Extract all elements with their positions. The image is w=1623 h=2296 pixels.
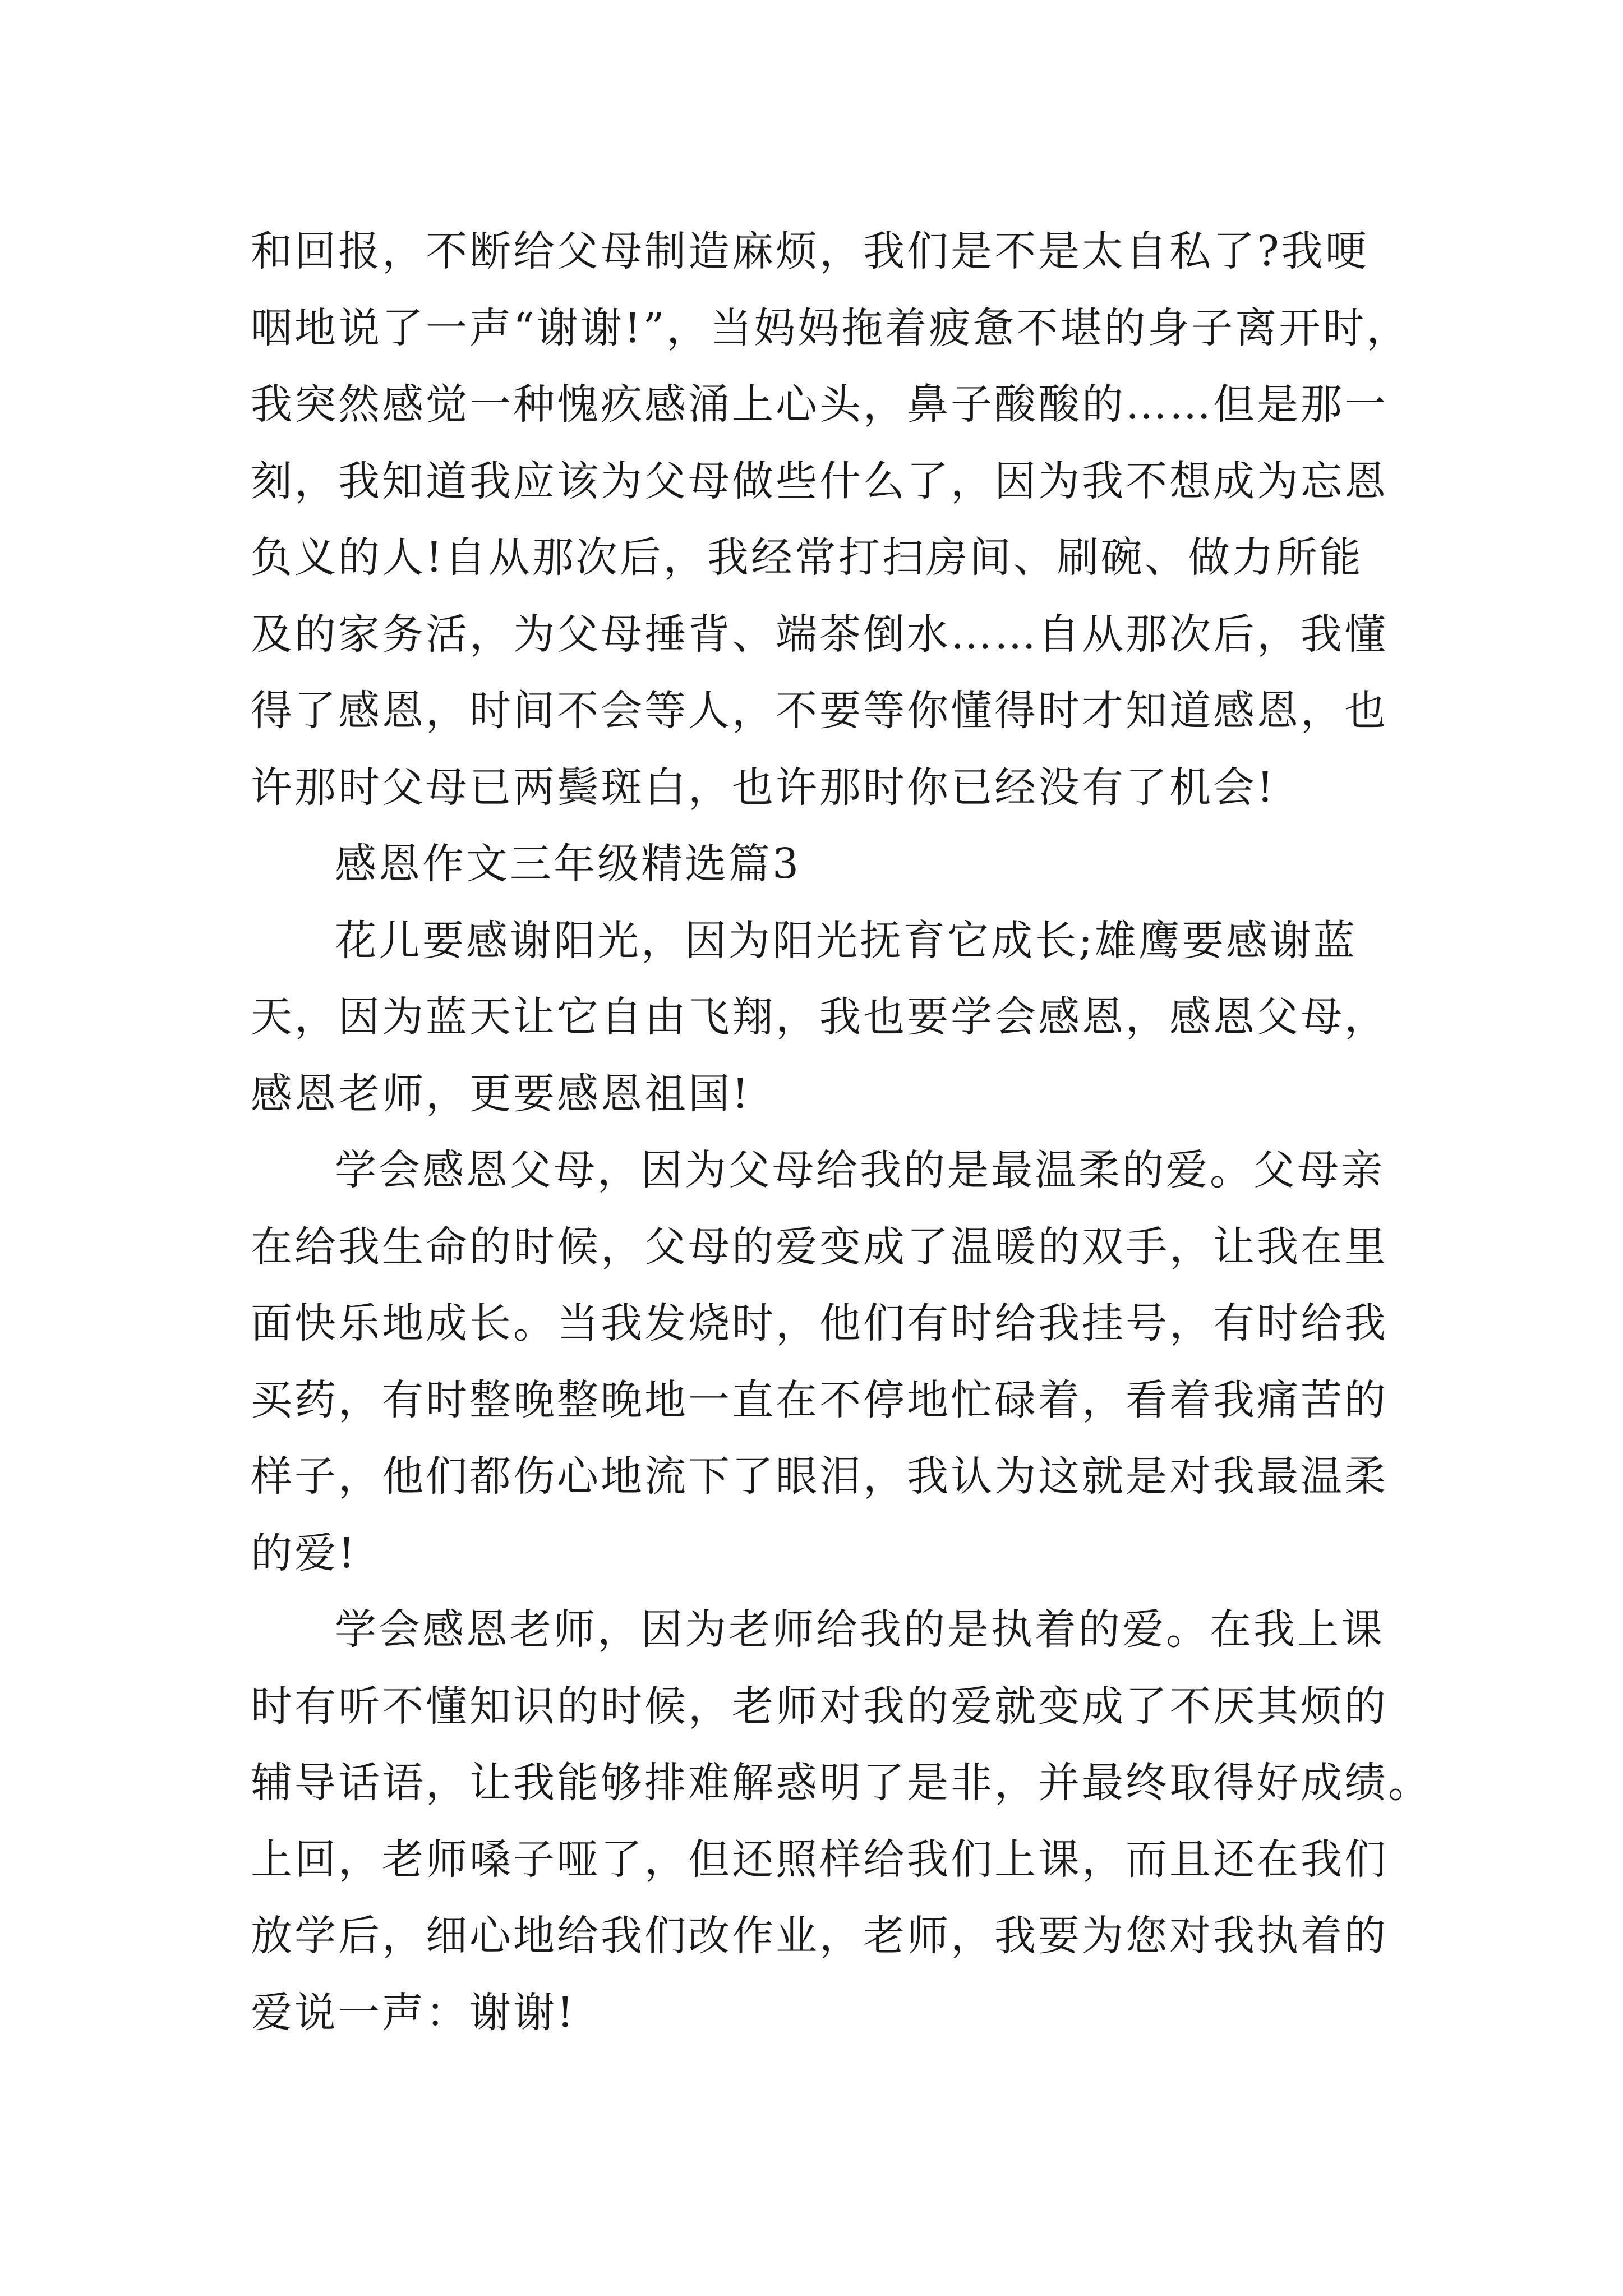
text-line: 感恩老师，更要感恩祖国! <box>251 1069 751 1118</box>
text-line: 得了感恩，时间不会等人，不要等你懂得时才知道感恩，也 <box>251 687 1388 735</box>
essay-body <box>251 213 1432 2051</box>
paragraph-start-line: 学会感恩父母，因为父母给我的是最温柔的爱。父母亲 <box>335 1146 1385 1194</box>
text-line: 放学后，细心地给我们改作业，老师，我要为您对我执着的 <box>251 1912 1388 1960</box>
text-line: 辅导话语，让我能够排难解惑明了是非，并最终取得好成绩。 <box>251 1759 1432 1807</box>
text-line: 刻，我知道我应该为父母做些什么了，因为我不想成为忘恩 <box>251 457 1388 505</box>
text-line: 上回，老师嗓子哑了，但还照样给我们上课，而且还在我们 <box>251 1835 1388 1884</box>
text-line: 负义的人!自从那次后，我经常打扫房间、刷碗、做力所能 <box>251 533 1363 582</box>
text-line: 爱说一声：谢谢! <box>251 1988 576 2037</box>
text-line: 咽地说了一声“谢谢!”，当妈妈拖着疲惫不堪的身子离开时， <box>251 303 1410 352</box>
text-line: 时有听不懂知识的时候，老师对我的爱就变成了不厌其烦的 <box>251 1682 1388 1731</box>
text-line: 买药，有时整晚整晚地一直在不停地忙碌着，看着我痛苦的 <box>251 1375 1388 1424</box>
text-line: 我突然感觉一种愧疚感涌上心头，鼻子酸酸的……但是那一 <box>251 380 1388 429</box>
text-line: 的爱! <box>251 1529 357 1577</box>
paragraph-start-line: 学会感恩老师，因为老师给我的是执着的爱。在我上课 <box>335 1605 1385 1654</box>
text-line: 面快乐地成长。当我发烧时，他们有时给我挂号，有时给我 <box>251 1299 1388 1347</box>
text-line: 许那时父母已两鬓斑白，也许那时你已经没有了机会! <box>251 763 1276 812</box>
text-line: 及的家务活，为父母捶背、端茶倒水……自从那次后，我懂 <box>251 610 1388 659</box>
paragraph-start-line: 花儿要感谢阳光，因为阳光抚育它成长;雄鹰要感谢蓝 <box>335 916 1357 965</box>
text-line: 天，因为蓝天让它自由飞翔，我也要学会感恩，感恩父母， <box>251 993 1388 1041</box>
text-line: 和回报，不断给父母制造麻烦，我们是不是太自私了?我哽 <box>251 227 1369 275</box>
section-heading: 感恩作文三年级精选篇3 <box>335 840 801 888</box>
text-line: 在给我生命的时候，父母的爱变成了温暖的双手，让我在里 <box>251 1222 1388 1271</box>
text-line: 样子，他们都伤心地流下了眼泪，我认为这就是对我最温柔 <box>251 1452 1388 1501</box>
